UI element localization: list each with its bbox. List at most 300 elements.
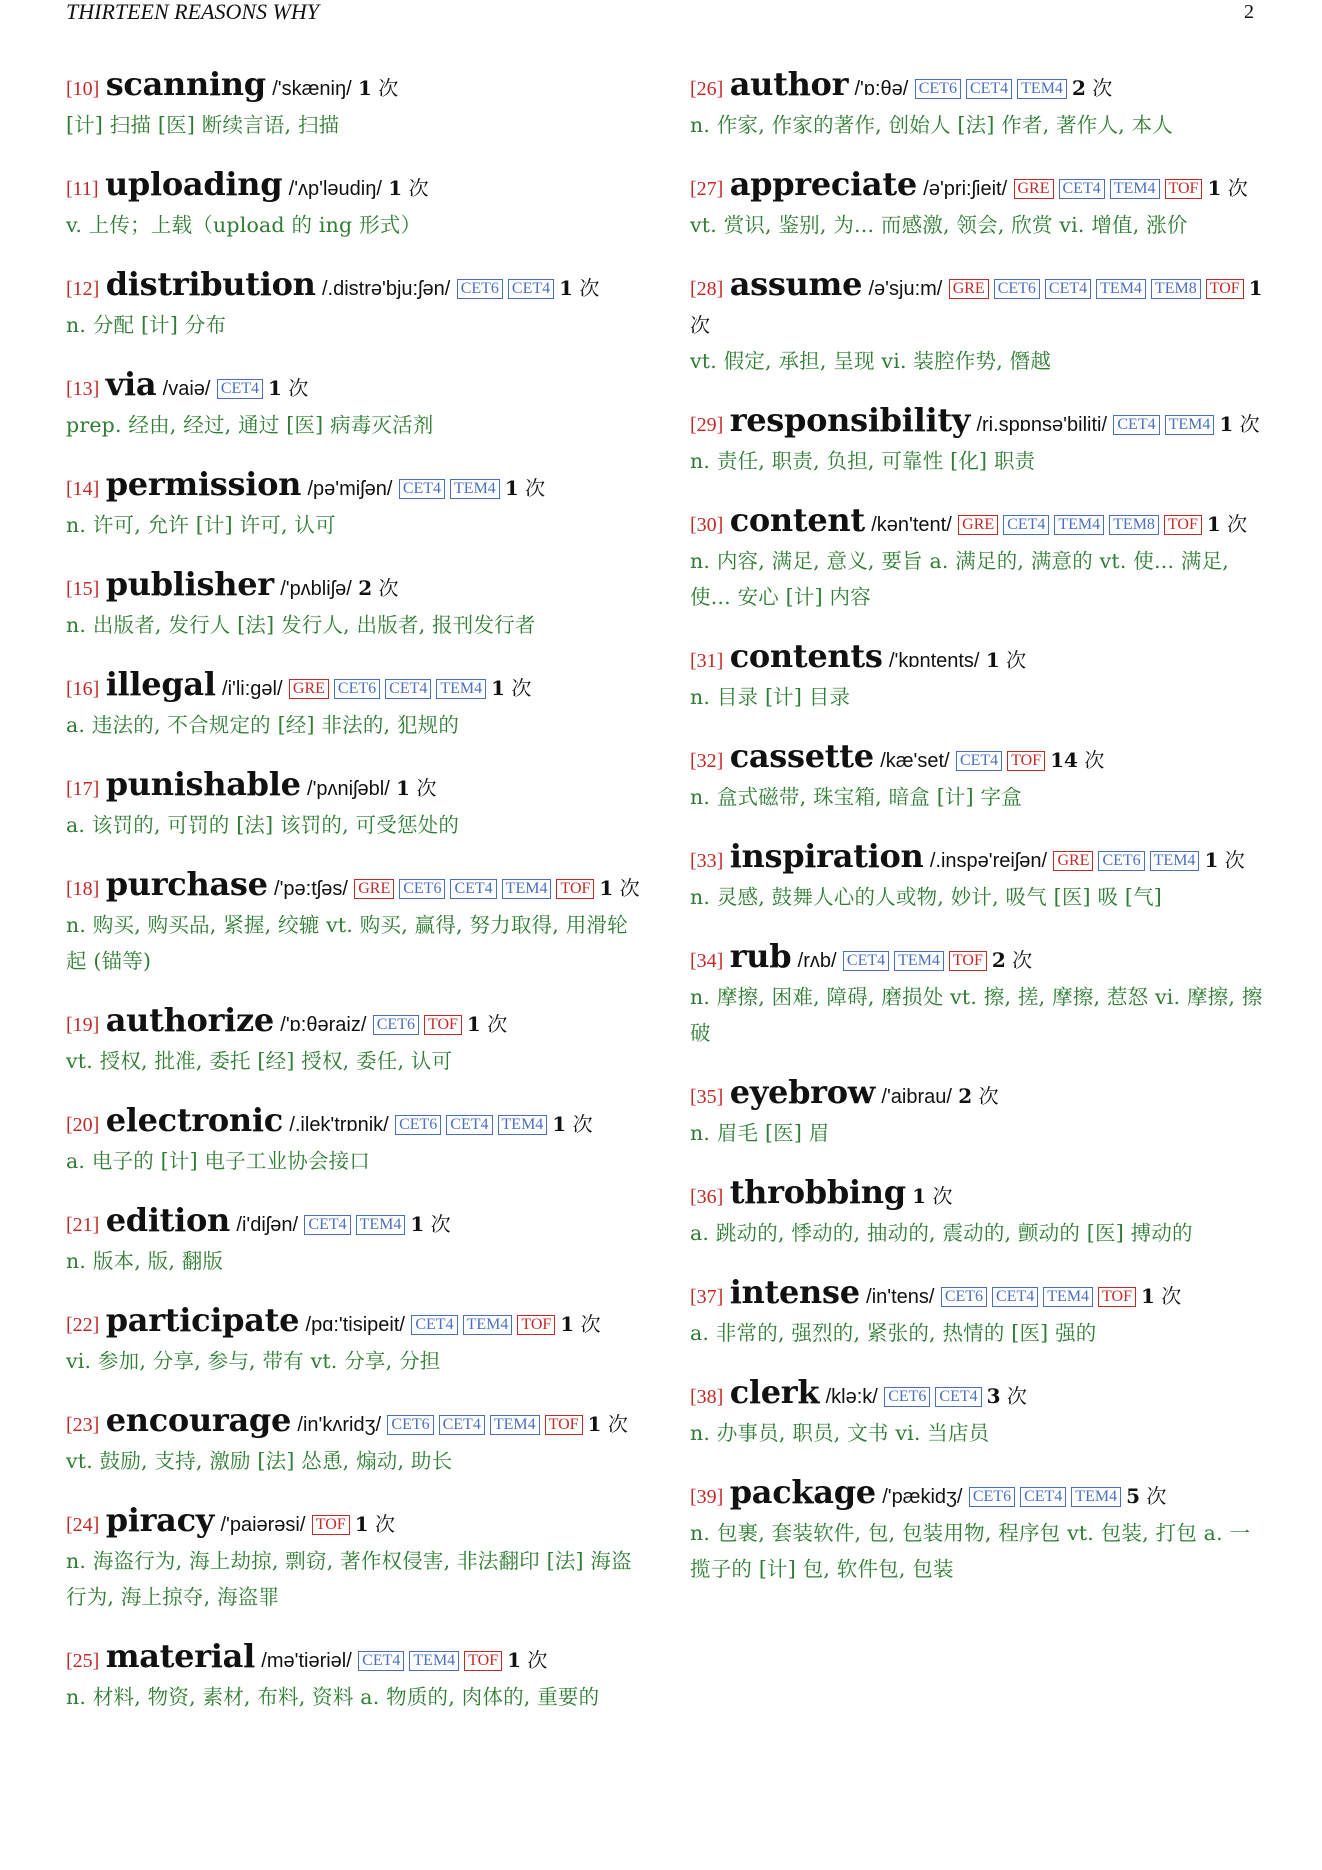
exam-tag-tem4: TEM4 — [1017, 79, 1067, 99]
headword: punishable — [105, 765, 301, 803]
vocab-entry — [690, 66, 1264, 143]
headword: material — [105, 1637, 255, 1675]
entry-headline — [690, 638, 1264, 679]
phonetic: /'pʌniʃəbl/ — [307, 778, 390, 800]
headword: illegal — [105, 665, 216, 703]
exam-tag-cet4: CET4 — [992, 1287, 1038, 1307]
exam-tag-cet6: CET6 — [915, 79, 961, 99]
definition: a. 违法的, 不合规定的 [经] 非法的, 犯规的 — [66, 713, 460, 737]
exam-tag-cet6: CET6 — [884, 1387, 930, 1407]
occurrence-unit: 次 — [932, 1184, 953, 1208]
phonetic: /'skæniŋ/ — [272, 78, 352, 100]
occurrence-unit: 次 — [487, 1012, 508, 1036]
entry-headline — [66, 366, 640, 407]
entry-index: [32] — [690, 750, 724, 772]
occurrence-count: 2 — [958, 1084, 973, 1108]
occurrence-unit: 次 — [288, 376, 309, 400]
vocab-entry — [690, 838, 1264, 915]
entry-index: [18] — [66, 878, 100, 900]
exam-tag-tem4: TEM4 — [1043, 1287, 1093, 1307]
entry-index: [33] — [690, 850, 724, 872]
occurrence-unit: 次 — [1227, 512, 1248, 536]
exam-tag-tem4: TEM4 — [1096, 279, 1146, 299]
entry-index: [22] — [66, 1314, 100, 1336]
entry-index: [25] — [66, 1650, 100, 1672]
entry-headline — [690, 166, 1264, 207]
vocab-entry — [66, 1102, 640, 1179]
phonetic: /ə'pri:ʃieit/ — [923, 178, 1008, 200]
exam-tag-cet6: CET6 — [395, 1115, 441, 1135]
entry-index: [34] — [690, 950, 724, 972]
entry-headline — [66, 166, 640, 207]
entry-headline — [66, 1402, 640, 1443]
vocab-entry — [66, 366, 640, 443]
occurrence-count: 1 — [354, 1512, 369, 1536]
exam-tag-tem4: TEM4 — [450, 479, 500, 499]
occurrence-count: 1 — [388, 176, 403, 200]
exam-tag-tem4: TEM4 — [1150, 851, 1200, 871]
vocab-entry — [66, 866, 640, 979]
occurrence-unit: 次 — [378, 576, 399, 600]
entry-headline — [66, 1638, 640, 1679]
exam-tag-tof: TOF — [312, 1515, 350, 1535]
exam-tag-cet4: CET4 — [217, 379, 263, 399]
entry-headline — [66, 1302, 640, 1343]
entry-headline — [66, 466, 640, 507]
occurrence-count: 1 — [504, 476, 519, 500]
phonetic: /pɑ:'tisipeit/ — [305, 1314, 405, 1336]
entry-headline — [690, 938, 1264, 979]
phonetic: /.distrə'bju:ʃən/ — [321, 278, 451, 300]
entry-headline — [66, 666, 640, 707]
occurrence-count: 1 — [268, 376, 282, 400]
phonetic: /kən'tent/ — [871, 514, 952, 536]
exam-tag-cet4: CET4 — [508, 279, 554, 299]
book-title: THIRTEEN REASONS WHY — [66, 0, 319, 24]
occurrence-unit: 次 — [580, 1312, 601, 1336]
occurrence-unit: 次 — [690, 313, 710, 337]
headword: permission — [105, 465, 302, 503]
headword: clerk — [729, 1373, 820, 1411]
headword: inspiration — [729, 837, 924, 875]
headword: distribution — [105, 265, 316, 303]
definition: n. 作家, 作家的著作, 创始人 [法] 作者, 著作人, 本人 — [690, 113, 1173, 137]
occurrence-count: 1 — [466, 1012, 481, 1036]
occurrence-unit: 次 — [1224, 848, 1245, 872]
definition: vi. 参加, 分享, 参与, 带有 vt. 分享, 分担 — [66, 1349, 441, 1373]
entry-index: [39] — [690, 1486, 724, 1508]
exam-tag-tem4: TEM4 — [1165, 415, 1215, 435]
exam-tag-cet6: CET6 — [457, 279, 503, 299]
exam-tag-cet6: CET6 — [941, 1287, 987, 1307]
entry-headline — [66, 1502, 640, 1543]
headword: encourage — [105, 1401, 292, 1439]
exam-tag-tem4: TEM4 — [502, 879, 552, 899]
headword: uploading — [104, 165, 283, 203]
exam-tag-cet6: CET6 — [373, 1015, 419, 1035]
headword: edition — [105, 1201, 231, 1239]
exam-tag-tof: TOF — [1098, 1287, 1136, 1307]
entry-index: [35] — [690, 1086, 724, 1108]
exam-tag-cet4: CET4 — [450, 879, 496, 899]
definition: vt. 鼓励, 支持, 激励 [法] 怂恿, 煽动, 助长 — [66, 1449, 453, 1473]
headword: rub — [729, 937, 792, 975]
entry-index: [37] — [690, 1286, 724, 1308]
definition: n. 材料, 物资, 素材, 布料, 资料 a. 物质的, 肉体的, 重要的 — [66, 1685, 600, 1709]
vocab-entry — [690, 1274, 1264, 1351]
phonetic: /vaiə/ — [162, 378, 211, 400]
vocab-entry — [690, 1474, 1264, 1587]
entry-index: [14] — [66, 478, 100, 500]
entry-index: [23] — [66, 1414, 100, 1436]
phonetic: /'pækidʒ/ — [882, 1486, 963, 1508]
occurrence-count: 1 — [1207, 176, 1222, 200]
entry-index: [28] — [690, 278, 724, 300]
vocab-entry — [690, 1074, 1264, 1151]
entry-index: [13] — [66, 378, 100, 400]
headword: author — [729, 65, 849, 103]
phonetic: /klə:k/ — [825, 1386, 878, 1408]
exam-tag-cet6: CET6 — [969, 1487, 1015, 1507]
exam-tag-tem4: TEM4 — [409, 1651, 459, 1671]
exam-tag-cet4: CET4 — [439, 1415, 485, 1435]
phonetic: /rʌb/ — [797, 950, 837, 972]
exam-tag-gre: GRE — [289, 679, 329, 699]
phonetic: /'kɒntents/ — [888, 650, 980, 672]
occurrence-count: 1 — [357, 76, 372, 100]
entry-index: [19] — [66, 1014, 100, 1036]
exam-tag-gre: GRE — [949, 279, 989, 299]
entry-headline — [690, 1174, 1264, 1215]
occurrence-unit: 次 — [430, 1212, 451, 1236]
vocab-entry — [690, 738, 1264, 815]
occurrence-count: 1 — [1219, 412, 1234, 436]
headword: via — [105, 365, 157, 403]
definition: a. 电子的 [计] 电子工业协会接口 — [66, 1149, 371, 1173]
exam-tag-cet6: CET6 — [334, 679, 380, 699]
occurrence-count: 1 — [507, 1648, 522, 1672]
occurrence-unit: 次 — [1161, 1284, 1182, 1308]
exam-tag-tof: TOF — [1206, 279, 1244, 299]
headword: package — [729, 1473, 876, 1511]
occurrence-unit: 次 — [527, 1648, 548, 1672]
entry-index: [11] — [66, 178, 99, 200]
phonetic: /'pə:tʃəs/ — [274, 878, 348, 900]
phonetic: /'ʌp'ləudiŋ/ — [288, 178, 382, 200]
entry-headline — [690, 266, 1264, 343]
vocabulary-columns — [66, 66, 1264, 1738]
phonetic: /.inspə'reiʃən/ — [929, 850, 1048, 872]
exam-tag-tof: TOF — [556, 879, 594, 899]
headword: purchase — [105, 865, 268, 903]
entry-headline — [690, 838, 1264, 879]
exam-tag-cet4: CET4 — [1003, 515, 1049, 535]
definition: n. 购买, 购买品, 紧握, 绞辘 vt. 购买, 赢得, 努力取得, 用滑轮起 (锚等) — [66, 913, 628, 973]
entry-headline — [690, 1074, 1264, 1115]
occurrence-count: 1 — [560, 1312, 575, 1336]
exam-tag-cet4: CET4 — [304, 1215, 350, 1235]
exam-tag-tof: TOF — [517, 1315, 555, 1335]
headword: cassette — [729, 737, 874, 775]
entry-headline — [66, 266, 640, 307]
exam-tag-tof: TOF — [1007, 751, 1045, 771]
exam-tag-cet4: CET4 — [399, 479, 445, 499]
exam-tag-cet6: CET6 — [1098, 851, 1144, 871]
phonetic: /in'kʌridʒ/ — [297, 1414, 382, 1436]
exam-tag-tof: TOF — [424, 1015, 462, 1035]
entry-headline — [690, 1374, 1264, 1415]
headword: piracy — [105, 1501, 215, 1539]
exam-tag-gre: GRE — [354, 879, 394, 899]
exam-tag-gre: GRE — [1014, 179, 1054, 199]
entry-index: [10] — [66, 78, 100, 100]
exam-tag-cet4: CET4 — [385, 679, 431, 699]
definition: n. 灵感, 鼓舞人心的人或物, 妙计, 吸气 [医] 吸 [气] — [690, 885, 1162, 909]
vocab-entry — [690, 502, 1264, 615]
definition: n. 许可, 允许 [计] 许可, 认可 — [66, 513, 336, 537]
headword: scanning — [105, 65, 266, 103]
definition: n. 目录 [计] 目录 — [690, 685, 851, 709]
occurrence-unit: 次 — [1239, 412, 1260, 436]
exam-tag-tem4: TEM4 — [490, 1415, 540, 1435]
definition: n. 内容, 满足, 意义, 要旨 a. 满足的, 满意的 vt. 使... 满足, 使... 安心 [计] 内容 — [690, 549, 1229, 609]
definition: n. 办事员, 职员, 文书 vi. 当店员 — [690, 1421, 990, 1445]
phonetic: /ə'sju:m/ — [868, 278, 943, 300]
exam-tag-cet4: CET4 — [446, 1115, 492, 1135]
occurrence-unit: 次 — [1084, 748, 1105, 772]
entry-index: [36] — [690, 1186, 724, 1208]
vocab-entry — [66, 466, 640, 543]
occurrence-unit: 次 — [1092, 76, 1113, 100]
occurrence-unit: 次 — [1006, 648, 1027, 672]
occurrence-count: 1 — [985, 648, 1000, 672]
phonetic: /'pʌbliʃə/ — [280, 578, 352, 600]
entry-index: [38] — [690, 1386, 724, 1408]
exam-tag-gre: GRE — [1053, 851, 1093, 871]
headword: appreciate — [729, 165, 917, 203]
occurrence-unit: 次 — [1006, 1384, 1027, 1408]
left-column — [66, 66, 640, 1738]
exam-tag-tem4: TEM4 — [894, 951, 944, 971]
definition: n. 责任, 职责, 负担, 可靠性 [化] 职责 — [690, 449, 1036, 473]
entry-headline — [66, 866, 640, 907]
entry-index: [26] — [690, 78, 724, 100]
vocab-entry — [66, 66, 640, 143]
occurrence-unit: 次 — [1012, 948, 1033, 972]
entry-headline — [66, 1202, 640, 1243]
definition: n. 版本, 版, 翻版 — [66, 1249, 224, 1273]
occurrence-unit: 次 — [619, 876, 640, 900]
vocab-entry — [690, 266, 1264, 379]
headword: authorize — [105, 1001, 274, 1039]
occurrence-unit: 次 — [1227, 176, 1248, 200]
entry-index: [24] — [66, 1514, 100, 1536]
entry-index: [17] — [66, 778, 100, 800]
exam-tag-cet4: CET4 — [966, 79, 1012, 99]
exam-tag-tem4: TEM4 — [1054, 515, 1104, 535]
entry-headline — [690, 1474, 1264, 1515]
phonetic: /'aibrau/ — [881, 1086, 952, 1108]
entry-headline — [66, 1102, 640, 1143]
phonetic: /ri.spɒnsə'biliti/ — [976, 414, 1108, 436]
occurrence-unit: 次 — [375, 1512, 396, 1536]
entry-index: [30] — [690, 514, 724, 536]
headword: eyebrow — [729, 1073, 876, 1111]
occurrence-count: 1 — [1248, 276, 1263, 300]
entry-index: [29] — [690, 414, 724, 436]
definition: a. 非常的, 强烈的, 紧张的, 热情的 [医] 强的 — [690, 1321, 1097, 1345]
vocab-entry — [66, 266, 640, 343]
phonetic: /mə'tiəriəl/ — [261, 1650, 352, 1672]
exam-tag-cet4: CET4 — [956, 751, 1002, 771]
vocab-entry — [66, 666, 640, 743]
occurrence-count: 1 — [491, 676, 506, 700]
exam-tag-cet4: CET4 — [358, 1651, 404, 1671]
running-head — [66, 0, 1256, 30]
occurrence-count: 1 — [1140, 1284, 1155, 1308]
occurrence-unit: 次 — [408, 176, 429, 200]
definition: n. 盒式磁带, 珠宝箱, 暗盒 [计] 字盒 — [690, 785, 1022, 809]
vocab-entry — [66, 566, 640, 643]
entry-headline — [66, 66, 640, 107]
phonetic: /i'diʃən/ — [236, 1214, 299, 1236]
vocab-entry — [66, 1402, 640, 1479]
definition: a. 跳动的, 悸动的, 抽动的, 震动的, 颤动的 [医] 搏动的 — [690, 1221, 1193, 1245]
exam-tag-tem8: TEM8 — [1109, 515, 1159, 535]
entry-index: [15] — [66, 578, 100, 600]
phonetic: /.ilek'trɒnik/ — [289, 1114, 389, 1136]
vocab-entry — [690, 1374, 1264, 1451]
entry-index: [12] — [66, 278, 100, 300]
entry-headline — [690, 66, 1264, 107]
headword: participate — [105, 1301, 300, 1339]
phonetic: /in'tens/ — [866, 1286, 935, 1308]
exam-tag-tem4: TEM4 — [463, 1315, 513, 1335]
headword: responsibility — [729, 401, 971, 439]
occurrence-count: 1 — [587, 1412, 602, 1436]
definition: v. 上传；上载（upload 的 ing 形式） — [66, 213, 422, 237]
phonetic: /i'li:gəl/ — [222, 678, 283, 700]
entry-headline — [690, 738, 1264, 779]
exam-tag-cet6: CET6 — [387, 1415, 433, 1435]
definition: vt. 授权, 批准, 委托 [经] 授权, 委任, 认可 — [66, 1049, 453, 1073]
exam-tag-cet4: CET4 — [1045, 279, 1091, 299]
occurrence-count: 1 — [1206, 512, 1221, 536]
occurrence-count: 1 — [912, 1184, 927, 1208]
vocab-entry — [66, 1202, 640, 1279]
entry-index: [20] — [66, 1114, 100, 1136]
headword: content — [729, 501, 865, 539]
exam-tag-cet4: CET4 — [843, 951, 889, 971]
entry-headline — [690, 1274, 1264, 1315]
occurrence-count: 2 — [991, 948, 1006, 972]
occurrence-count: 1 — [396, 776, 411, 800]
occurrence-count: 2 — [1071, 76, 1086, 100]
definition: vt. 赏识, 鉴别, 为... 而感激, 领会, 欣赏 vi. 增值, 涨价 — [690, 213, 1188, 237]
occurrence-count: 1 — [552, 1112, 567, 1136]
definition: n. 海盗行为, 海上劫掠, 剽窃, 著作权侵害, 非法翻印 [法] 海盗行为, 海上掠夺, 海盗罪 — [66, 1549, 632, 1609]
definition: a. 该罚的, 可罚的 [法] 该罚的, 可受惩处的 — [66, 813, 460, 837]
phonetic: /'paiərəsi/ — [220, 1514, 306, 1536]
exam-tag-tof: TOF — [1165, 179, 1203, 199]
vocab-entry — [690, 938, 1264, 1051]
definition: n. 分配 [计] 分布 — [66, 313, 227, 337]
occurrence-unit: 次 — [416, 776, 437, 800]
occurrence-unit: 次 — [525, 476, 546, 500]
vocab-entry — [66, 166, 640, 243]
headword: throbbing — [729, 1173, 906, 1211]
vocab-entry — [690, 402, 1264, 479]
exam-tag-cet4: CET4 — [935, 1387, 981, 1407]
occurrence-count: 1 — [599, 876, 614, 900]
occurrence-unit: 次 — [978, 1084, 999, 1108]
exam-tag-tem4: TEM4 — [356, 1215, 406, 1235]
vocab-entry — [66, 1302, 640, 1379]
headword: contents — [729, 637, 883, 675]
entry-index: [27] — [690, 178, 724, 200]
exam-tag-tem4: TEM4 — [436, 679, 486, 699]
headword: intense — [729, 1273, 860, 1311]
exam-tag-cet4: CET4 — [1020, 1487, 1066, 1507]
definition: n. 眉毛 [医] 眉 — [690, 1121, 830, 1145]
vocab-entry — [66, 766, 640, 843]
vocab-entry — [66, 1638, 640, 1715]
occurrence-count: 5 — [1126, 1484, 1140, 1508]
exam-tag-gre: GRE — [958, 515, 998, 535]
occurrence-unit: 次 — [1146, 1484, 1167, 1508]
occurrence-count: 1 — [1204, 848, 1219, 872]
headword: electronic — [105, 1101, 283, 1139]
vocab-entry — [66, 1502, 640, 1615]
definition: n. 包裹, 套装软件, 包, 包装用物, 程序包 vt. 包装, 打包 a. 一揽子的 [计] 包, 软件包, 包装 — [690, 1521, 1251, 1581]
phonetic: /'ɒ:θə/ — [854, 78, 909, 100]
exam-tag-tof: TOF — [1164, 515, 1202, 535]
vocab-entry — [690, 638, 1264, 715]
definition: vt. 假定, 承担, 呈现 vi. 装腔作势, 僭越 — [690, 349, 1052, 373]
exam-tag-cet6: CET6 — [994, 279, 1040, 299]
occurrence-count: 3 — [986, 1384, 1001, 1408]
occurrence-unit: 次 — [579, 276, 600, 300]
headword: publisher — [105, 565, 274, 603]
exam-tag-cet6: CET6 — [399, 879, 445, 899]
exam-tag-tof: TOF — [545, 1415, 583, 1435]
entry-index: [21] — [66, 1214, 100, 1236]
occurrence-unit: 次 — [511, 676, 532, 700]
exam-tag-cet4: CET4 — [1113, 415, 1159, 435]
phonetic: /'ɒ:θəraiz/ — [280, 1014, 367, 1036]
exam-tag-tem4: TEM4 — [1110, 179, 1160, 199]
exam-tag-cet4: CET4 — [1059, 179, 1105, 199]
definition: n. 出版者, 发行人 [法] 发行人, 出版者, 报刊发行者 — [66, 613, 536, 637]
exam-tag-tem4: TEM4 — [498, 1115, 548, 1135]
definition: n. 摩擦, 困难, 障碍, 磨损处 vt. 擦, 搓, 摩擦, 惹怒 vi. 摩擦, 擦破 — [690, 985, 1263, 1045]
vocab-entry — [690, 166, 1264, 243]
exam-tag-tof: TOF — [464, 1651, 502, 1671]
occurrence-count: 14 — [1050, 748, 1078, 772]
page-number: 2 — [1244, 1, 1254, 23]
definition: prep. 经由, 经过, 通过 [医] 病毒灭活剂 — [66, 413, 434, 437]
occurrence-count: 1 — [559, 276, 574, 300]
occurrence-count: 1 — [410, 1212, 425, 1236]
exam-tag-tem8: TEM8 — [1151, 279, 1201, 299]
occurrence-unit: 次 — [572, 1112, 593, 1136]
headword: assume — [729, 265, 863, 303]
phonetic: /kæ'set/ — [880, 750, 950, 772]
right-column — [690, 66, 1264, 1738]
occurrence-unit: 次 — [607, 1412, 628, 1436]
definition: [计] 扫描 [医] 断续言语, 扫描 — [66, 113, 340, 137]
occurrence-count: 2 — [358, 576, 373, 600]
